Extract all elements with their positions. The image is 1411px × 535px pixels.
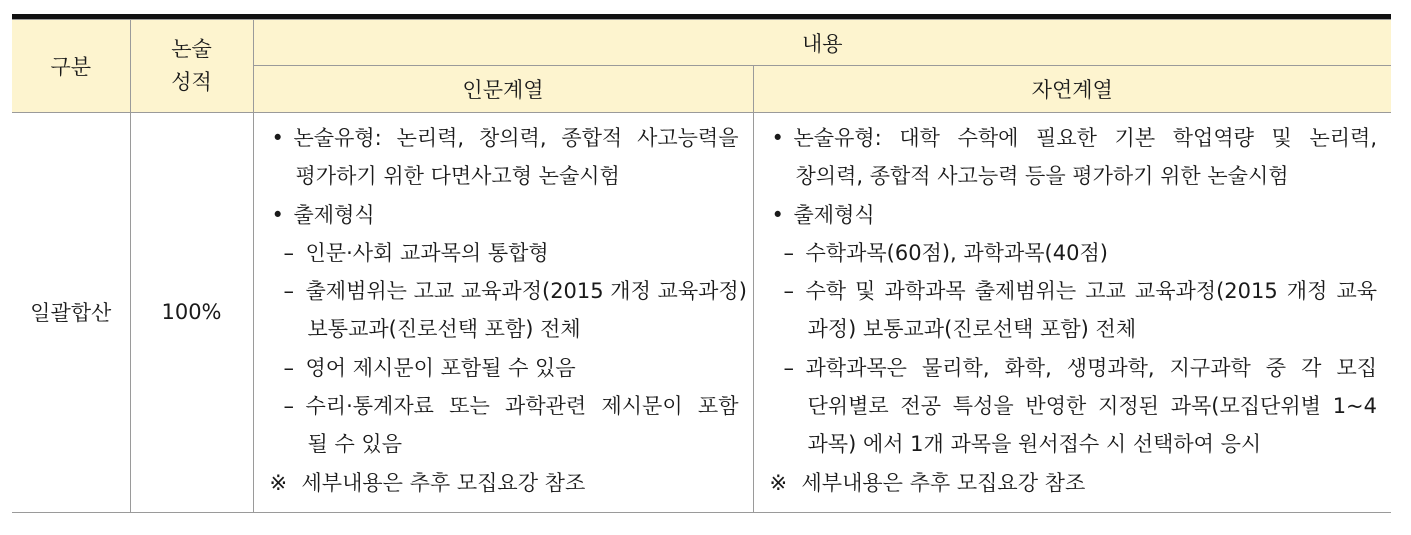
admission-essay-table bbox=[12, 19, 1391, 513]
humanities-dash-2-cont: 보통교과(진로선택 포함) 전체 bbox=[307, 317, 581, 342]
humanities-bullet-type: • 논술유형: 논리력, 창의력, 종합적 사고능력을 bbox=[271, 126, 739, 150]
humanities-bullet-format: • 출제형식 bbox=[271, 202, 375, 227]
science-bullet-type-cont: 창의력, 종합적 사고능력 등을 평가하기 위한 논술시험 bbox=[795, 164, 1289, 189]
science-dash-3: – 과학과목은 물리학, 화학, 생명과학, 지구과학 중 각 모집 bbox=[783, 355, 1378, 380]
science-dash-3-cont-1: 단위별로 전공 특성을 반영한 지정된 과목(모집단위별 1~4 bbox=[807, 394, 1378, 419]
humanities-dash-3: – 영어 제시문이 포함될 수 있음 bbox=[283, 355, 576, 380]
row-score: 100% bbox=[130, 113, 253, 513]
humanities-dash-1: – 인문·사회 교과목의 통합형 bbox=[283, 240, 549, 265]
science-dash-1: – 수학과목(60점), 과학과목(40점) bbox=[783, 240, 1108, 265]
humanities-dash-4-cont: 될 수 있음 bbox=[307, 432, 402, 457]
humanities-dash-2: – 출제범위는 고교 교육과정(2015 개정 교육과정) bbox=[283, 279, 747, 304]
header-score: 논술 성적 bbox=[130, 20, 253, 113]
humanities-note: ※ 세부내용은 추후 모집요강 참조 bbox=[269, 470, 586, 495]
header-content: 내용 bbox=[253, 20, 1391, 66]
row-category: 일괄합산 bbox=[12, 113, 130, 513]
science-note: ※ 세부내용은 추후 모집요강 참조 bbox=[769, 470, 1086, 495]
science-dash-3-cont-2: 과목) 에서 1개 과목을 원서접수 시 선택하여 응시 bbox=[807, 432, 1262, 457]
humanities-dash-4: – 수리·통계자료 또는 과학관련 제시문이 포함 bbox=[283, 394, 739, 419]
science-dash-2: – 수학 및 과학과목 출제범위는 고교 교육과정(2015 개정 교육 bbox=[783, 279, 1378, 304]
humanities-bullet-type-cont: 평가하기 위한 다면사고형 논술시험 bbox=[295, 164, 620, 189]
science-bullet-format: • 출제형식 bbox=[771, 202, 875, 227]
science-content bbox=[753, 113, 1391, 513]
header-category: 구분 bbox=[12, 20, 130, 113]
science-dash-2-cont: 과정) 보통교과(진로선택 포함) 전체 bbox=[807, 317, 1137, 342]
humanities-content bbox=[253, 113, 753, 513]
science-bullet-type: • 논술유형: 대학 수학에 필요한 기본 학업역량 및 논리력, bbox=[771, 126, 1378, 150]
header-humanities: 인문계열 bbox=[253, 66, 753, 113]
header-science: 자연계열 bbox=[753, 66, 1391, 113]
